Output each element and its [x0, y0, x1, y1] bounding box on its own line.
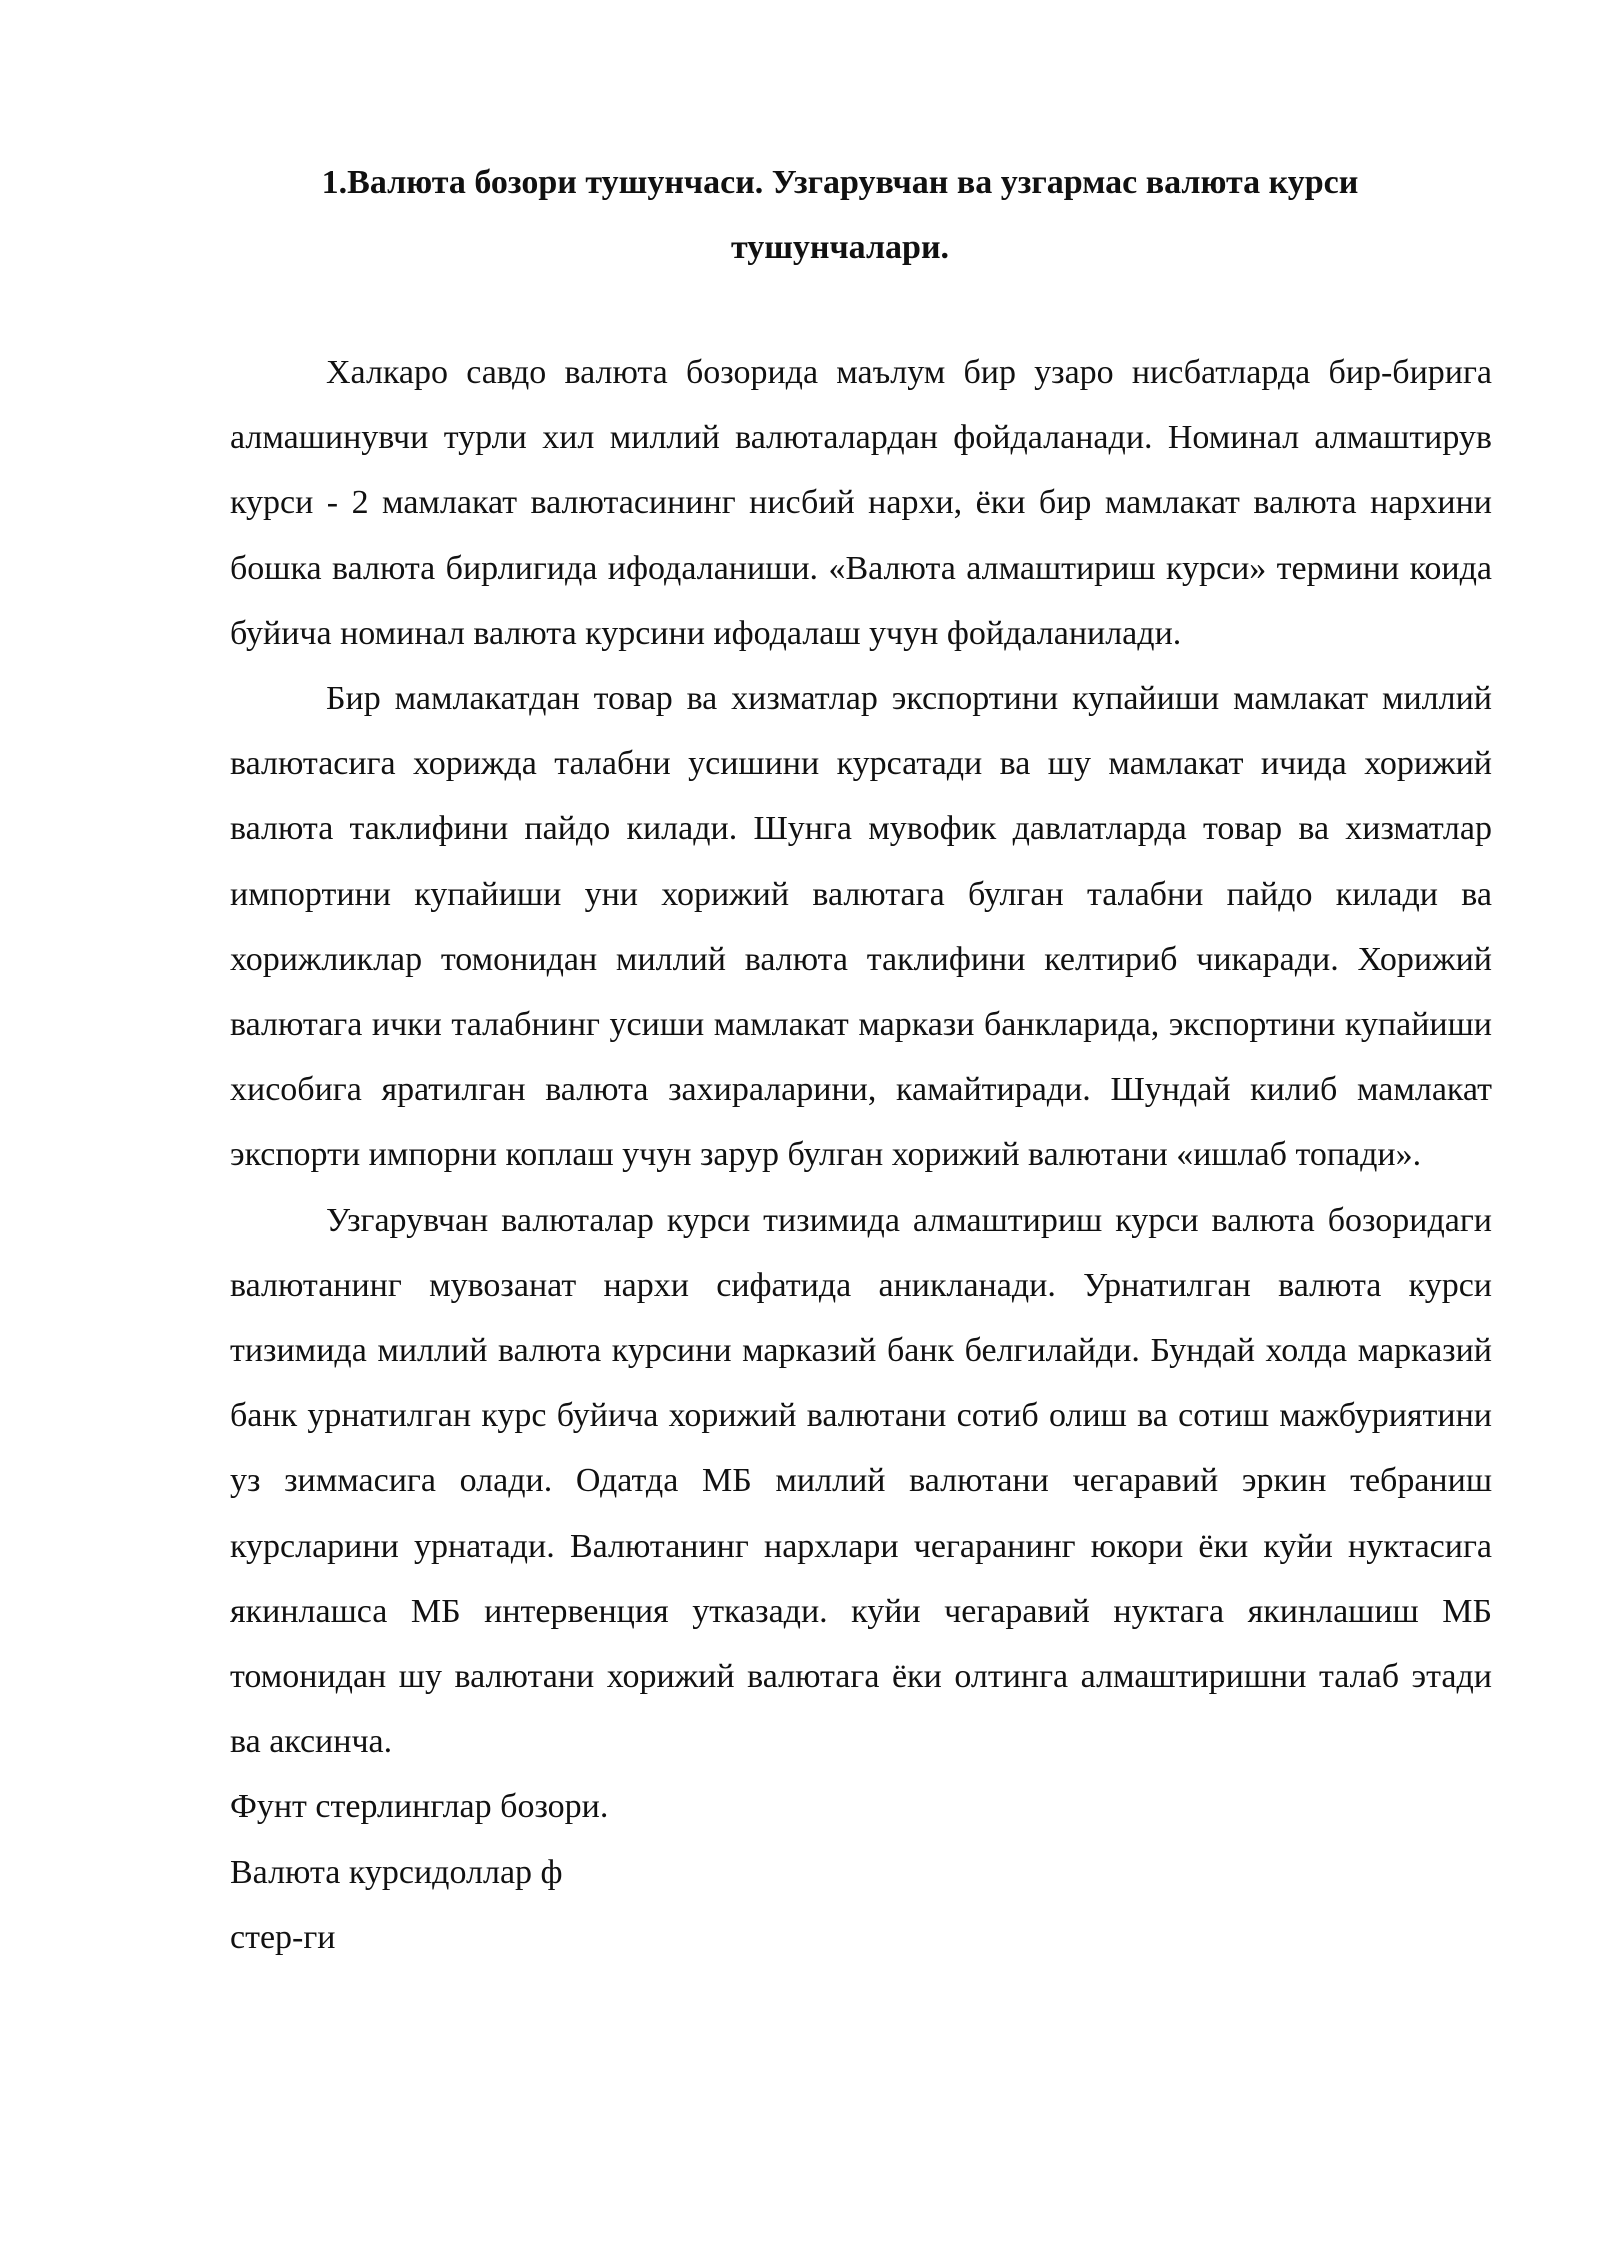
paragraph: Халкаро савдо валюта бозорида маълум бир узаро нисбатларда бир-бирига алмашинувчи турли хил миллий валюталардан фойдаланади. Номинал алмаштирув курси - 2 мамлакат валютасининг нисбий нархи, ёки бир мамлакат валюта нархини бошка валюта бирлигида ифодаланиши. «Валюта алмаштириш курси» термини коида буйича номинал валюта курсини ифодалаш учун фойдаланилади.	[230, 354, 1492, 652]
paragraph: Узгарувчан валюталар курси тизимида алмаштириш курси валюта бозоридаги валютанинг мувозанат нархи сифатида аникланади. Урнатилган валюта курси тизимида миллий валюта курсини марказий банк белгилайди. Бундай холда марказий банк урнатилган курс буйича хорижий валютани сотиб олиш ва сотиш мажбуриятини уз зиммасига олади. Одатда МБ миллий валютани чегаравий эркин тебраниш курсларини урнатади. Валютанинг нархлари чегаранинг юкори ёки куйи нуктасига якинлашса МБ интервенция утказади. куйи чегаравий нуктага якинлашиш МБ томонидан шу валютани хорижий валютага ёки олтинга алмаштиришни талаб этади ва аксинча.	[230, 1201, 1492, 1761]
document-title: 1.Валюта бозори тушунчаси. Узгарувчан ва узгармас валюта курси тушунчалари.	[321, 164, 1359, 266]
paragraph: Бир мамлакатдан товар ва хизматлар экспортини купайиши мамлакат миллий валютасига хорижда талабни усишини курсатади ва шу мамлакат ичида хорижий валюта таклифини пайдо килади. Шунга мувофик давлатларда товар ва хизматлар импортини купайиши уни хорижий валютага булган талабни пайдо килади ва хорижликлар томонидан миллий валюта таклифини келтириб чикаради. Хорижий валютага ички талабнинг усиши мамлакат маркази банкларида, экспортини купайиши хисобига яратилган валюта захираларини, камайтиради. Шундай килиб мамлакат экспорти импорни коплаш учун зарур булган хорижий валютани «ишлаб топади».	[230, 680, 1492, 1174]
text-line: Фунт стерлинглар бозори.	[230, 1788, 609, 1826]
document-body	[230, 340, 1492, 1970]
text-line: Валюта курсидоллар ф	[230, 1853, 563, 1891]
text-line: стер-ги	[230, 1918, 336, 1956]
